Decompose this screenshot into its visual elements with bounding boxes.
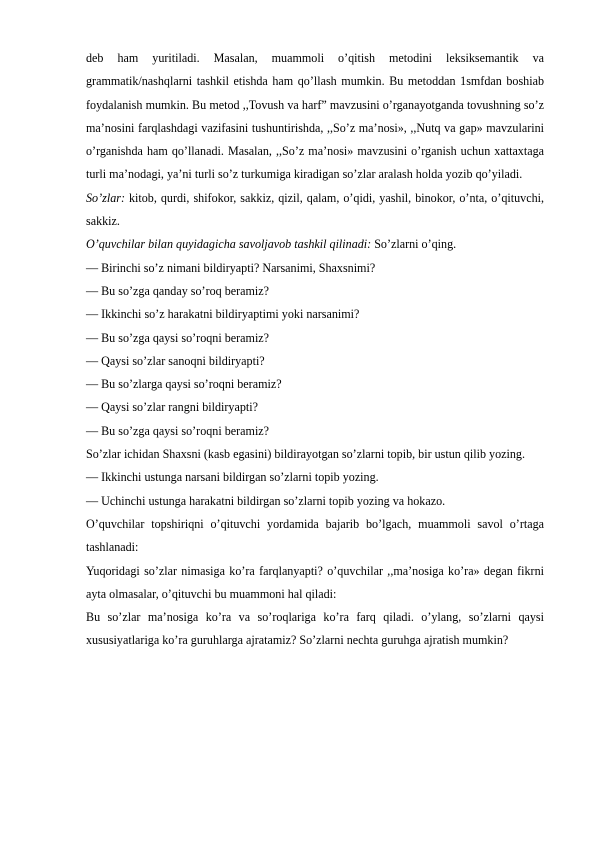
task-line-2: — Uchinchi ustunga harakatni bildirgan so’zlarni topib yozing va hokazo. [86, 493, 446, 508]
paragraph-words [86, 187, 544, 234]
question-2: — Bu so’zga qanday so’roq beramiz? [86, 283, 270, 298]
dialog-label: O’quvchilar bilan quyidagicha savoljavob tashkil qilinadi: [86, 237, 372, 252]
task-line-1: — Ikkinchi ustunga narsani bildirgan so’zlarni topib yozing. [86, 470, 379, 485]
question-8: — Bu so’zga qaysi so’roqni beramiz? [86, 423, 270, 438]
question-3: — Ikkinchi so’z harakatni bildiryaptimi yoki narsanimi? [86, 307, 360, 322]
question-1: — Birinchi so’z nimani bildiryapti? Narsanimi, Shaxsnimi? [86, 260, 376, 275]
paragraph-intro: deb ham yuritiladi. Masalan, muammoli o’qitish metodini leksiksemantik va grammatik/nashqlarni tashkil etishda ham qo’llash mumkin. Bu metoddan 1smfdan boshiab foydalanish mumkin. Bu metod ,,Tovush va harf” mavzusini o’rganayotganda tovushning so’z ma’nosini farqlashdagi vazifasini tushuntirishda, ,,So’z ma’nosi», ,,Nutq va gap» mavzularini o’rganishda ham qo’llanadi. Masalan, ,,So’z ma’nosi» mavzusini o’rganish uchun xattaxtaga turli ma’nodagi, ya’ni turli so’z turkumiga kiradigan so’zlar aralash holda yozib qo’yiladi. [86, 51, 544, 182]
paragraph-task: So’zlar ichidan Shaxsni (kasb egasini) bildirayotgan so’zlarni topib, bir ustun qilib yozing. [86, 447, 525, 462]
paragraph-conclusion: Bu so’zlar ma’nosiga ko’ra va so’roqlariga ko’ra farq qiladi. o’ylang, so’zlarni qaysi xususiyatlariga ko’ra guruhlarga ajratamiz? So’zlarni nechta guruhga ajratish mumkin? [86, 610, 544, 648]
words-label: So’zlar: [86, 190, 125, 205]
paragraph-problem: O’quvchilar topshiriqni o’qituvchi yordamida bajarib bo’lgach, muammoli savol o’rtaga tashlanadi: [86, 516, 544, 555]
paragraph-question: Yuqoridagi so’zlar nimasiga ko’ra farqlanyapti? o’quvchilar ,,ma’nosiga ko’ra» degan fikrni ayta olmasalar, o’qituvchi bu muammoni hal qiladi: [86, 563, 544, 601]
question-7: — Qaysi so’zlar rangni bildiryapti? [86, 400, 258, 415]
question-4: — Bu so’zga qaysi so’roqni beramiz? [86, 330, 270, 345]
question-5: — Qaysi so’zlar sanoqni bildiryapti? [86, 353, 265, 368]
document-page [86, 47, 544, 653]
dialog-instruction: So’zlarni o’qing. [371, 237, 457, 252]
words-list: kitob, qurdi, shifokor, sakkiz, qizil, qalam, o’qidi, yashil, binokor, o’nta, o’qituvchi, sakkiz. [86, 190, 544, 229]
question-6: — Bu so’zlarga qaysi so’roqni beramiz? [86, 377, 282, 392]
paragraph-dialog-intro [86, 233, 544, 256]
